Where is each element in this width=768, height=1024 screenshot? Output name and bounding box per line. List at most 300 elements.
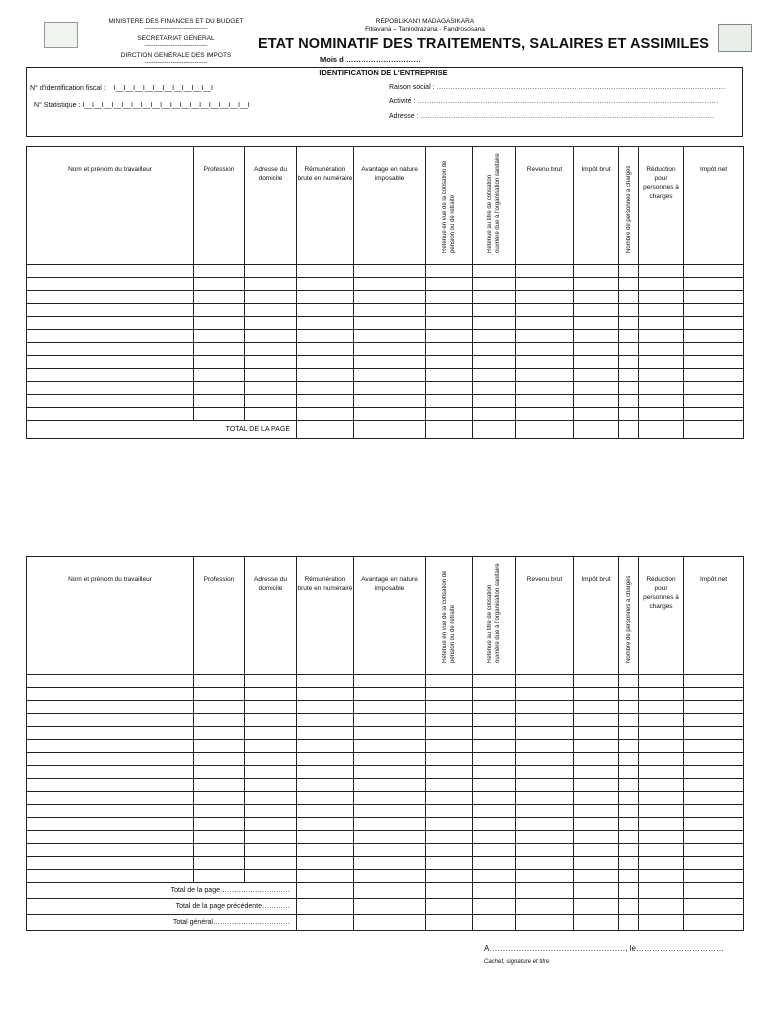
table-cell[interactable] <box>639 779 684 792</box>
table-cell[interactable] <box>354 382 426 395</box>
table-cell[interactable] <box>194 675 245 688</box>
table-cell[interactable] <box>354 675 426 688</box>
table-cell[interactable] <box>245 844 297 857</box>
total-cell[interactable] <box>639 421 684 439</box>
table-cell[interactable] <box>619 688 639 701</box>
table-cell[interactable] <box>574 265 619 278</box>
table-cell[interactable] <box>354 304 426 317</box>
table-cell[interactable] <box>639 408 684 421</box>
table-cell[interactable] <box>619 265 639 278</box>
adresse-field[interactable]: Adresse : ……………………………………………………………………………………………………………… <box>389 113 715 120</box>
table-cell[interactable] <box>354 766 426 779</box>
table-cell[interactable] <box>27 278 194 291</box>
total-cell[interactable] <box>574 883 619 899</box>
table-cell[interactable] <box>619 779 639 792</box>
table-cell[interactable] <box>639 701 684 714</box>
table-cell[interactable] <box>574 805 619 818</box>
table-cell[interactable] <box>516 805 574 818</box>
table-cell[interactable] <box>516 818 574 831</box>
table-cell[interactable] <box>426 369 473 382</box>
table-cell[interactable] <box>619 740 639 753</box>
table-cell[interactable] <box>297 766 354 779</box>
table-cell[interactable] <box>194 356 245 369</box>
table-cell[interactable] <box>354 844 426 857</box>
table-cell[interactable] <box>516 317 574 330</box>
table-cell[interactable] <box>473 395 516 408</box>
table-cell[interactable] <box>245 291 297 304</box>
table-cell[interactable] <box>27 792 194 805</box>
table-cell[interactable] <box>297 792 354 805</box>
table-cell[interactable] <box>574 675 619 688</box>
table-cell[interactable] <box>516 792 574 805</box>
table-cell[interactable] <box>245 675 297 688</box>
table-cell[interactable] <box>194 831 245 844</box>
table-cell[interactable] <box>684 818 744 831</box>
table-cell[interactable] <box>639 714 684 727</box>
table-cell[interactable] <box>426 727 473 740</box>
table-cell[interactable] <box>245 343 297 356</box>
total-cell[interactable] <box>516 883 574 899</box>
table-cell[interactable] <box>516 844 574 857</box>
table-cell[interactable] <box>354 330 426 343</box>
table-cell[interactable] <box>245 278 297 291</box>
table-cell[interactable] <box>297 870 354 883</box>
table-cell[interactable] <box>194 330 245 343</box>
table-cell[interactable] <box>619 766 639 779</box>
table-cell[interactable] <box>354 265 426 278</box>
table-cell[interactable] <box>27 688 194 701</box>
table-cell[interactable] <box>473 805 516 818</box>
total-cell[interactable] <box>684 883 744 899</box>
table-cell[interactable] <box>684 278 744 291</box>
table-cell[interactable] <box>194 265 245 278</box>
total-cell[interactable] <box>619 899 639 915</box>
table-cell[interactable] <box>473 844 516 857</box>
table-cell[interactable] <box>619 304 639 317</box>
table-cell[interactable] <box>639 844 684 857</box>
total-cell[interactable] <box>639 915 684 931</box>
table-cell[interactable] <box>27 304 194 317</box>
table-cell[interactable] <box>684 714 744 727</box>
table-cell[interactable] <box>297 779 354 792</box>
table-cell[interactable] <box>639 870 684 883</box>
activite-field[interactable]: Activité : ………………………………………………………………………………………………………………… <box>389 98 719 105</box>
table-cell[interactable] <box>245 395 297 408</box>
table-cell[interactable] <box>619 831 639 844</box>
table-cell[interactable] <box>619 382 639 395</box>
table-cell[interactable] <box>516 395 574 408</box>
table-cell[interactable] <box>194 740 245 753</box>
table-cell[interactable] <box>473 304 516 317</box>
table-cell[interactable] <box>297 291 354 304</box>
table-cell[interactable] <box>619 753 639 766</box>
table-cell[interactable] <box>245 753 297 766</box>
table-cell[interactable] <box>473 408 516 421</box>
table-cell[interactable] <box>473 343 516 356</box>
table-cell[interactable] <box>245 356 297 369</box>
table-cell[interactable] <box>574 304 619 317</box>
table-cell[interactable] <box>473 818 516 831</box>
table-cell[interactable] <box>684 317 744 330</box>
table-cell[interactable] <box>516 857 574 870</box>
table-cell[interactable] <box>297 753 354 766</box>
table-cell[interactable] <box>574 753 619 766</box>
table-cell[interactable] <box>297 278 354 291</box>
table-cell[interactable] <box>194 870 245 883</box>
table-cell[interactable] <box>639 382 684 395</box>
table-cell[interactable] <box>473 265 516 278</box>
table-cell[interactable] <box>684 291 744 304</box>
table-cell[interactable] <box>574 408 619 421</box>
table-cell[interactable] <box>426 278 473 291</box>
table-cell[interactable] <box>619 408 639 421</box>
total-cell[interactable] <box>574 899 619 915</box>
table-cell[interactable] <box>426 304 473 317</box>
total-cell[interactable] <box>473 883 516 899</box>
table-cell[interactable] <box>426 857 473 870</box>
table-cell[interactable] <box>574 382 619 395</box>
table-cell[interactable] <box>684 701 744 714</box>
table-cell[interactable] <box>27 857 194 870</box>
table-cell[interactable] <box>194 779 245 792</box>
total-cell[interactable] <box>354 915 426 931</box>
table-cell[interactable] <box>426 805 473 818</box>
table-cell[interactable] <box>354 870 426 883</box>
table-cell[interactable] <box>354 792 426 805</box>
total-cell[interactable] <box>426 883 473 899</box>
table-cell[interactable] <box>639 278 684 291</box>
table-cell[interactable] <box>516 291 574 304</box>
table-cell[interactable] <box>619 675 639 688</box>
table-cell[interactable] <box>684 844 744 857</box>
table-cell[interactable] <box>426 330 473 343</box>
table-cell[interactable] <box>619 356 639 369</box>
table-cell[interactable] <box>27 779 194 792</box>
total-cell[interactable] <box>426 421 473 439</box>
table-cell[interactable] <box>684 766 744 779</box>
table-cell[interactable] <box>245 317 297 330</box>
table-cell[interactable] <box>684 753 744 766</box>
table-cell[interactable] <box>473 356 516 369</box>
table-cell[interactable] <box>619 278 639 291</box>
table-cell[interactable] <box>516 831 574 844</box>
table-cell[interactable] <box>27 727 194 740</box>
table-cell[interactable] <box>426 395 473 408</box>
total-cell[interactable] <box>639 883 684 899</box>
table-cell[interactable] <box>574 343 619 356</box>
total-cell[interactable] <box>639 899 684 915</box>
table-cell[interactable] <box>639 356 684 369</box>
table-cell[interactable] <box>27 701 194 714</box>
table-cell[interactable] <box>574 278 619 291</box>
table-cell[interactable] <box>194 382 245 395</box>
table-cell[interactable] <box>574 831 619 844</box>
table-cell[interactable] <box>297 831 354 844</box>
total-cell[interactable] <box>473 915 516 931</box>
total-cell[interactable] <box>619 883 639 899</box>
table-cell[interactable] <box>684 369 744 382</box>
table-cell[interactable] <box>574 701 619 714</box>
table-cell[interactable] <box>245 265 297 278</box>
table-cell[interactable] <box>27 291 194 304</box>
table-cell[interactable] <box>426 870 473 883</box>
table-cell[interactable] <box>684 265 744 278</box>
table-cell[interactable] <box>574 369 619 382</box>
table-cell[interactable] <box>639 304 684 317</box>
table-cell[interactable] <box>473 369 516 382</box>
table-cell[interactable] <box>194 844 245 857</box>
table-cell[interactable] <box>684 870 744 883</box>
table-cell[interactable] <box>473 740 516 753</box>
table-cell[interactable] <box>684 779 744 792</box>
table-cell[interactable] <box>27 740 194 753</box>
table-cell[interactable] <box>639 857 684 870</box>
table-cell[interactable] <box>27 766 194 779</box>
table-cell[interactable] <box>639 395 684 408</box>
table-cell[interactable] <box>574 317 619 330</box>
table-cell[interactable] <box>619 701 639 714</box>
table-cell[interactable] <box>619 792 639 805</box>
total-cell[interactable] <box>354 899 426 915</box>
table-cell[interactable] <box>245 408 297 421</box>
table-cell[interactable] <box>619 343 639 356</box>
table-cell[interactable] <box>245 792 297 805</box>
total-cell[interactable] <box>619 915 639 931</box>
table-cell[interactable] <box>354 818 426 831</box>
total-cell[interactable] <box>574 421 619 439</box>
table-cell[interactable] <box>619 330 639 343</box>
table-cell[interactable] <box>245 688 297 701</box>
table-cell[interactable] <box>27 675 194 688</box>
table-cell[interactable] <box>516 265 574 278</box>
table-cell[interactable] <box>639 291 684 304</box>
table-cell[interactable] <box>27 831 194 844</box>
table-cell[interactable] <box>639 740 684 753</box>
table-cell[interactable] <box>684 675 744 688</box>
table-cell[interactable] <box>619 818 639 831</box>
table-cell[interactable] <box>194 304 245 317</box>
table-cell[interactable] <box>245 330 297 343</box>
table-cell[interactable] <box>354 356 426 369</box>
total-cell[interactable] <box>297 421 354 439</box>
table-cell[interactable] <box>516 688 574 701</box>
table-cell[interactable] <box>619 714 639 727</box>
table-cell[interactable] <box>639 317 684 330</box>
total-cell[interactable] <box>297 899 354 915</box>
table-cell[interactable] <box>684 330 744 343</box>
table-cell[interactable] <box>574 688 619 701</box>
table-cell[interactable] <box>639 369 684 382</box>
table-cell[interactable] <box>684 395 744 408</box>
table-cell[interactable] <box>639 818 684 831</box>
table-cell[interactable] <box>473 317 516 330</box>
table-cell[interactable] <box>297 343 354 356</box>
table-cell[interactable] <box>473 857 516 870</box>
total-cell[interactable] <box>516 899 574 915</box>
table-cell[interactable] <box>426 753 473 766</box>
table-cell[interactable] <box>574 727 619 740</box>
table-cell[interactable] <box>516 675 574 688</box>
table-cell[interactable] <box>639 343 684 356</box>
table-cell[interactable] <box>194 805 245 818</box>
table-cell[interactable] <box>619 291 639 304</box>
table-cell[interactable] <box>245 701 297 714</box>
table-cell[interactable] <box>297 857 354 870</box>
table-cell[interactable] <box>639 265 684 278</box>
table-cell[interactable] <box>297 740 354 753</box>
table-cell[interactable] <box>426 714 473 727</box>
table-cell[interactable] <box>516 408 574 421</box>
table-cell[interactable] <box>473 792 516 805</box>
table-cell[interactable] <box>194 727 245 740</box>
table-cell[interactable] <box>473 727 516 740</box>
table-cell[interactable] <box>245 766 297 779</box>
table-cell[interactable] <box>354 753 426 766</box>
table-cell[interactable] <box>245 831 297 844</box>
table-cell[interactable] <box>354 779 426 792</box>
table-cell[interactable] <box>354 805 426 818</box>
table-cell[interactable] <box>27 870 194 883</box>
table-cell[interactable] <box>426 356 473 369</box>
table-cell[interactable] <box>27 330 194 343</box>
table-cell[interactable] <box>426 317 473 330</box>
table-cell[interactable] <box>639 805 684 818</box>
table-cell[interactable] <box>194 701 245 714</box>
table-cell[interactable] <box>426 343 473 356</box>
table-cell[interactable] <box>297 805 354 818</box>
table-cell[interactable] <box>245 779 297 792</box>
table-cell[interactable] <box>516 766 574 779</box>
table-cell[interactable] <box>516 343 574 356</box>
table-cell[interactable] <box>354 701 426 714</box>
table-cell[interactable] <box>297 844 354 857</box>
table-cell[interactable] <box>639 792 684 805</box>
table-cell[interactable] <box>426 291 473 304</box>
table-cell[interactable] <box>245 714 297 727</box>
table-cell[interactable] <box>194 857 245 870</box>
table-cell[interactable] <box>426 265 473 278</box>
table-cell[interactable] <box>426 688 473 701</box>
table-cell[interactable] <box>354 688 426 701</box>
table-cell[interactable] <box>194 714 245 727</box>
table-cell[interactable] <box>516 701 574 714</box>
table-cell[interactable] <box>574 714 619 727</box>
table-cell[interactable] <box>426 792 473 805</box>
table-cell[interactable] <box>194 395 245 408</box>
stat-boxes[interactable]: I__I__I__I__I__I__I__I__I__I__I__I__I__I__I__I__I__I <box>82 102 250 109</box>
table-cell[interactable] <box>684 805 744 818</box>
table-cell[interactable] <box>297 369 354 382</box>
table-cell[interactable] <box>297 701 354 714</box>
table-cell[interactable] <box>574 740 619 753</box>
table-cell[interactable] <box>473 382 516 395</box>
table-cell[interactable] <box>619 727 639 740</box>
place-date-field[interactable]: A……………………………………………, le…………………………… <box>484 944 725 953</box>
table-cell[interactable] <box>27 805 194 818</box>
table-cell[interactable] <box>354 343 426 356</box>
table-cell[interactable] <box>574 779 619 792</box>
table-cell[interactable] <box>27 369 194 382</box>
table-cell[interactable] <box>194 688 245 701</box>
table-cell[interactable] <box>297 675 354 688</box>
total-cell[interactable] <box>684 899 744 915</box>
table-cell[interactable] <box>27 408 194 421</box>
table-cell[interactable] <box>27 714 194 727</box>
table-cell[interactable] <box>245 727 297 740</box>
nif-boxes[interactable]: I__I__I__I__I__I__I__I__I__I__I <box>113 85 213 92</box>
table-cell[interactable] <box>426 740 473 753</box>
total-cell[interactable] <box>354 421 426 439</box>
table-cell[interactable] <box>574 857 619 870</box>
table-cell[interactable] <box>574 792 619 805</box>
total-cell[interactable] <box>684 915 744 931</box>
table-cell[interactable] <box>619 369 639 382</box>
table-cell[interactable] <box>574 870 619 883</box>
raison-social-field[interactable]: Raison social : …………………………………………………… ……………………………………………………… <box>389 84 726 91</box>
table-cell[interactable] <box>473 831 516 844</box>
table-cell[interactable] <box>619 857 639 870</box>
table-cell[interactable] <box>684 382 744 395</box>
table-cell[interactable] <box>516 330 574 343</box>
table-cell[interactable] <box>684 688 744 701</box>
table-cell[interactable] <box>297 304 354 317</box>
table-cell[interactable] <box>426 382 473 395</box>
table-cell[interactable] <box>473 278 516 291</box>
table-cell[interactable] <box>639 727 684 740</box>
table-cell[interactable] <box>194 766 245 779</box>
table-cell[interactable] <box>426 779 473 792</box>
table-cell[interactable] <box>684 792 744 805</box>
table-cell[interactable] <box>194 278 245 291</box>
table-cell[interactable] <box>426 818 473 831</box>
total-cell[interactable] <box>473 899 516 915</box>
total-cell[interactable] <box>297 883 354 899</box>
table-cell[interactable] <box>473 766 516 779</box>
table-cell[interactable] <box>426 844 473 857</box>
table-cell[interactable] <box>27 343 194 356</box>
table-cell[interactable] <box>473 291 516 304</box>
table-cell[interactable] <box>516 727 574 740</box>
table-cell[interactable] <box>426 701 473 714</box>
table-cell[interactable] <box>619 395 639 408</box>
table-cell[interactable] <box>354 317 426 330</box>
table-cell[interactable] <box>516 356 574 369</box>
table-cell[interactable] <box>619 844 639 857</box>
table-cell[interactable] <box>297 818 354 831</box>
table-cell[interactable] <box>297 317 354 330</box>
table-cell[interactable] <box>297 395 354 408</box>
total-cell[interactable] <box>574 915 619 931</box>
total-cell[interactable] <box>426 915 473 931</box>
table-cell[interactable] <box>516 714 574 727</box>
table-cell[interactable] <box>27 356 194 369</box>
table-cell[interactable] <box>574 766 619 779</box>
table-cell[interactable] <box>639 831 684 844</box>
table-cell[interactable] <box>639 330 684 343</box>
table-cell[interactable] <box>473 779 516 792</box>
total-cell[interactable] <box>619 421 639 439</box>
table-cell[interactable] <box>684 356 744 369</box>
table-cell[interactable] <box>245 740 297 753</box>
table-cell[interactable] <box>194 317 245 330</box>
table-cell[interactable] <box>194 792 245 805</box>
table-cell[interactable] <box>684 740 744 753</box>
table-cell[interactable] <box>27 317 194 330</box>
table-cell[interactable] <box>27 753 194 766</box>
table-cell[interactable] <box>473 675 516 688</box>
table-cell[interactable] <box>473 714 516 727</box>
table-cell[interactable] <box>354 727 426 740</box>
